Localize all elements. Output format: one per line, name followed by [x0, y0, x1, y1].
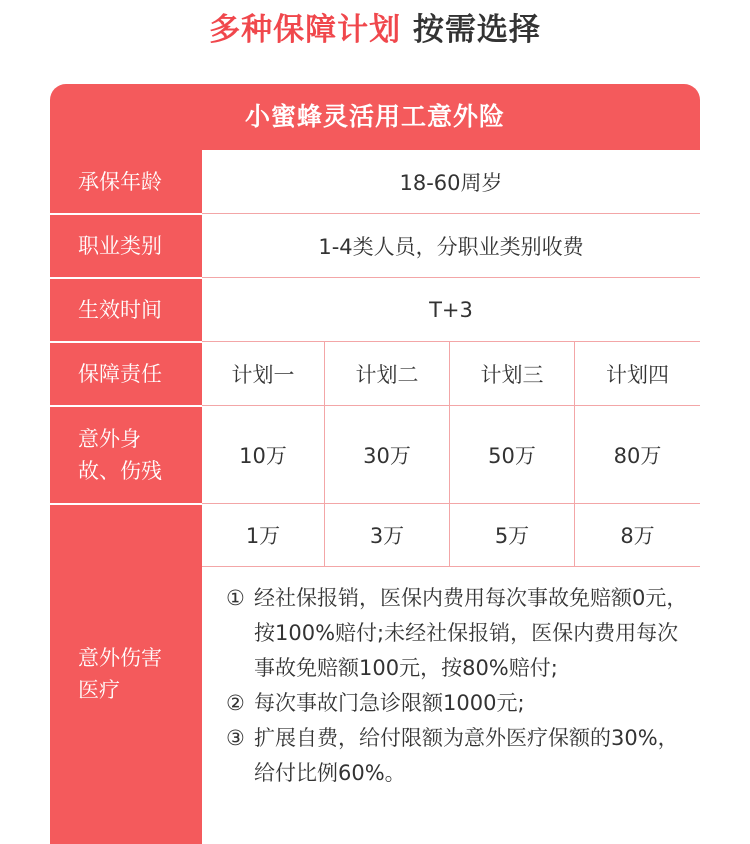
- plan-header: 计划三: [480, 362, 544, 387]
- death-amount: 10万: [239, 443, 287, 468]
- value-effective: T+3: [429, 297, 473, 322]
- note-number: ①: [226, 586, 245, 610]
- medical-amount: 1万: [245, 524, 281, 548]
- death-amount: 80万: [613, 443, 662, 468]
- insurance-plan-card: [50, 84, 700, 844]
- note-text: 每次事故门急诊限额1000元;: [254, 691, 525, 715]
- death-amount: 50万: [488, 443, 536, 468]
- plan-header: 计划四: [606, 362, 669, 387]
- value-age: 18-60周岁: [399, 170, 503, 195]
- death-amount: 30万: [363, 443, 411, 468]
- plan-header: 计划一: [231, 362, 295, 387]
- note-item: [226, 581, 696, 686]
- label-effective: 生效时间: [78, 298, 162, 322]
- note-item: [226, 686, 696, 721]
- medical-notes: [226, 581, 696, 791]
- note-text: 扩展自费，给付限额为意外医疗保额的30%，给付比例60%。: [254, 726, 679, 785]
- page-heading: [0, 10, 750, 50]
- card-title: 小蜜蜂灵活用工意外险: [244, 102, 505, 131]
- medical-amount: 5万: [494, 524, 530, 548]
- row-line: [202, 566, 700, 567]
- label-death-disability: 意外身故、伤残: [78, 427, 162, 483]
- value-occupation: 1-4类人员，分职业类别收费: [318, 234, 584, 259]
- plan-header: 计划二: [355, 362, 419, 387]
- medical-amount: 3万: [369, 524, 405, 548]
- note-text: 经社保报销，医保内费用每次事故免赔额0元，按100%赔付;未经社保报销，医保内费用每次事故免赔额100元，按80%赔付;: [254, 586, 688, 680]
- note-number: ②: [226, 691, 245, 715]
- medical-amount: 8万: [620, 524, 655, 548]
- note-item: [226, 721, 696, 791]
- note-number: ③: [226, 726, 245, 750]
- label-coverage: 保障责任: [78, 362, 162, 386]
- label-age: 承保年龄: [78, 170, 162, 194]
- label-medical: 意外伤害医疗: [78, 646, 162, 702]
- heading-highlight: 多种保障计划: [209, 12, 402, 48]
- heading-rest: 按需选择: [412, 12, 541, 48]
- label-occupation: 职业类别: [78, 234, 162, 258]
